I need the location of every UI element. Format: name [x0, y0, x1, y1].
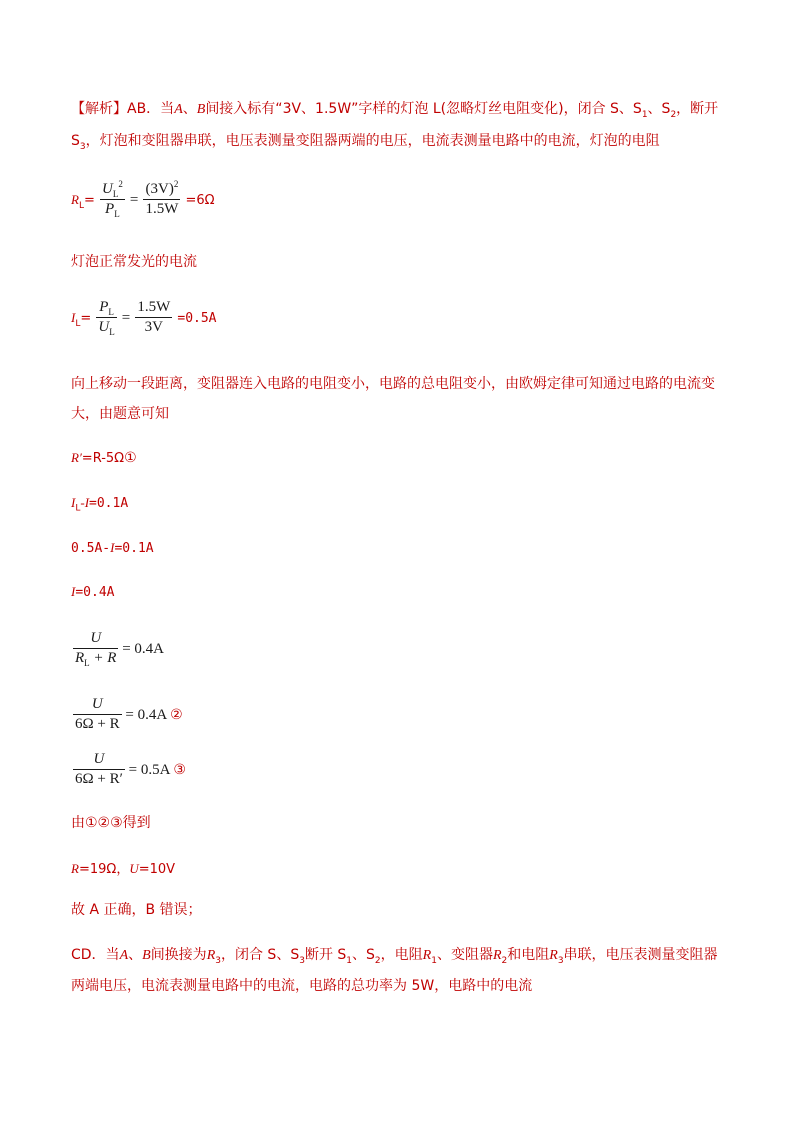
analysis-line-cd-2: 两端电压，电流表测量电路中的电流，电路的总功率为 5W，电路中的电流 — [71, 978, 533, 994]
fraction-ul2-pl: $\frac{U_L^2}{P_L}$ — [101, 179, 123, 219]
equation-current-result: I=0.4A — [71, 584, 115, 600]
analysis-line-1: 【解析】AB．当A、B间接入标有“3V、1.5W”字样的灯泡 L(忽略灯丝电阻变化)，闭合 S、$S_1$、$S_2$，断开 — [71, 101, 719, 120]
text-conclusion: 故 A 正确，B 错误； — [71, 902, 202, 918]
equation-current-value: 0.5A-I=0.1A — [71, 540, 154, 556]
analysis-line-3: 向上移动一段距离，变阻器连入电路的电阻变小，电路的总电阻变小，由欧姆定律可知通过电路的电流变 — [71, 376, 715, 392]
fraction-pl-ul: $\frac{P_L}{U_L}$ — [98, 299, 115, 337]
equation-lamp-resistance: $R_L=$ $\frac{U_L^2}{P_L}$ = $\frac{(3V)^2}{1.5W}$ =6Ω — [71, 179, 215, 219]
equation-1: R′=R-5Ω① — [71, 450, 137, 466]
fraction-15w-3v: $\frac{1.5W}{3V}$ — [137, 299, 171, 335]
analysis-line-2: $S_3$，灯泡和变阻器串联，电压表测量变阻器两端的电压，电流表测量电路中的电流，灯泡的电阻 — [71, 133, 660, 152]
fraction-u-6-r: $\frac{U}{6\Omega + R}$ — [75, 696, 120, 732]
text-normal-current: 灯泡正常发光的电流 — [71, 254, 197, 270]
equation-ohm-law: $\frac{U}{R_L + R}$ = 0.4A — [75, 630, 165, 668]
equation-3: $\frac{U}{6\Omega + R'}$ = 0.5A ③ — [75, 751, 186, 787]
equation-current-diff: $I_L-I=0.1A$ — [71, 495, 129, 514]
fraction-3v2-15w: $\frac{(3V)^2}{1.5W}$ — [145, 179, 179, 217]
fraction-u-rl-r: $\frac{U}{R_L + R}$ — [75, 630, 117, 668]
fraction-u-6-rprime: $\frac{U}{6\Omega + R'}$ — [75, 751, 123, 787]
analysis-line-cd-1: CD．当A、B间换接为$R_3$，闭合 S、$S_3$断开 $S_1$、$S_2$，电阻$R_1$、变阻器$R_2$和电阻$R_3$串联，电压表测量变阻器 — [71, 947, 718, 966]
equation-lamp-current: $I_L=$ $\frac{P_L}{U_L}$ = $\frac{1.5W}{3V}$ =0.5A — [71, 299, 217, 337]
circled-3: ③ — [173, 762, 186, 778]
equation-2: $\frac{U}{6\Omega + R}$ = 0.4A ② — [75, 696, 183, 732]
circled-2: ② — [170, 707, 183, 723]
text-derive: 由①②③得到 — [71, 815, 151, 831]
analysis-tag: 【解析】 — [71, 101, 127, 117]
circled-1: ① — [124, 450, 137, 466]
equation-results: R=19Ω，U=10V — [71, 861, 176, 877]
analysis-line-4: 大，由题意可知 — [71, 406, 169, 422]
